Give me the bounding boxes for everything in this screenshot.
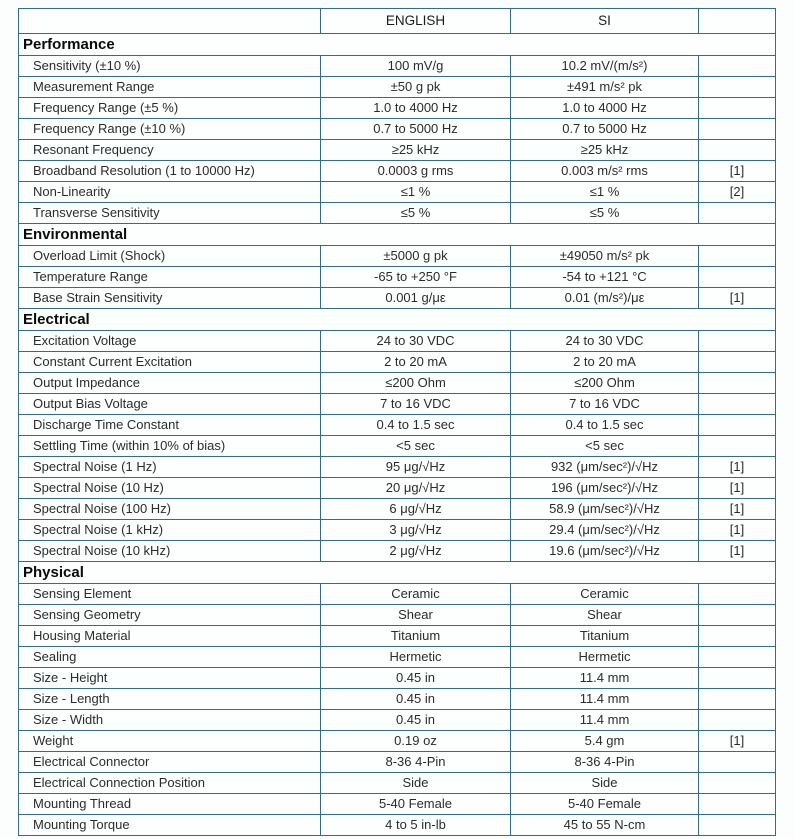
note-reference: [1]: [699, 541, 776, 562]
note-reference: [1]: [699, 288, 776, 309]
si-value: 0.4 to 1.5 sec: [511, 415, 699, 436]
english-value: Titanium: [321, 626, 511, 647]
note-reference: [699, 436, 776, 457]
row-label: Overload Limit (Shock): [19, 246, 321, 267]
row-label: Settling Time (within 10% of bias): [19, 436, 321, 457]
table-row: [19, 647, 776, 668]
table-row: [19, 373, 776, 394]
row-label: Frequency Range (±5 %): [19, 98, 321, 119]
row-label: Non-Linearity: [19, 182, 321, 203]
si-value: ±491 m/s² pk: [511, 77, 699, 98]
note-reference: [699, 246, 776, 267]
table-row: [19, 605, 776, 626]
note-reference: [699, 352, 776, 373]
english-value: 0.001 g/με: [321, 288, 511, 309]
si-value: ±49050 m/s² pk: [511, 246, 699, 267]
si-value: 8-36 4-Pin: [511, 752, 699, 773]
english-value: ≤200 Ohm: [321, 373, 511, 394]
table-row: [19, 626, 776, 647]
row-label: Constant Current Excitation: [19, 352, 321, 373]
row-label: Spectral Noise (10 Hz): [19, 478, 321, 499]
table-row: [19, 203, 776, 224]
table-row: [19, 731, 776, 752]
note-reference: [699, 77, 776, 98]
header-label-column: [19, 9, 321, 34]
note-reference: [699, 140, 776, 161]
si-value: 11.4 mm: [511, 668, 699, 689]
english-value: 0.0003 g rms: [321, 161, 511, 182]
row-label: Excitation Voltage: [19, 331, 321, 352]
english-value: Side: [321, 773, 511, 794]
row-label: Electrical Connection Position: [19, 773, 321, 794]
english-value: ±5000 g pk: [321, 246, 511, 267]
si-value: 1.0 to 4000 Hz: [511, 98, 699, 119]
header-si-column: SI: [511, 9, 699, 34]
note-reference: [699, 794, 776, 815]
english-value: 100 mV/g: [321, 56, 511, 77]
note-reference: [699, 203, 776, 224]
english-value: 2 μg/√Hz: [321, 541, 511, 562]
row-label: Sealing: [19, 647, 321, 668]
si-value: 932 (μm/sec²)/√Hz: [511, 457, 699, 478]
si-value: ≥25 kHz: [511, 140, 699, 161]
si-value: Side: [511, 773, 699, 794]
table-row: [19, 752, 776, 773]
si-value: Ceramic: [511, 584, 699, 605]
table-row: [19, 182, 776, 203]
note-reference: [699, 752, 776, 773]
table-row: [19, 394, 776, 415]
english-value: 2 to 20 mA: [321, 352, 511, 373]
section-header-row: [19, 309, 776, 331]
note-reference: [699, 56, 776, 77]
row-label: Sensing Element: [19, 584, 321, 605]
english-value: 7 to 16 VDC: [321, 394, 511, 415]
english-value: ≤1 %: [321, 182, 511, 203]
row-label: Base Strain Sensitivity: [19, 288, 321, 309]
table-row: [19, 541, 776, 562]
row-label: Temperature Range: [19, 267, 321, 288]
table-row: [19, 794, 776, 815]
si-value: ≤1 %: [511, 182, 699, 203]
english-value: 95 μg/√Hz: [321, 457, 511, 478]
note-reference: [699, 267, 776, 288]
si-value: 5.4 gm: [511, 731, 699, 752]
row-label: Spectral Noise (1 Hz): [19, 457, 321, 478]
section-header-row: [19, 34, 776, 56]
row-label: Sensitivity (±10 %): [19, 56, 321, 77]
note-reference: [699, 689, 776, 710]
row-label: Mounting Torque: [19, 815, 321, 836]
row-label: Mounting Thread: [19, 794, 321, 815]
note-reference: [699, 394, 776, 415]
note-reference: [2]: [699, 182, 776, 203]
note-reference: [1]: [699, 731, 776, 752]
english-value: Shear: [321, 605, 511, 626]
section-title: Physical: [19, 562, 776, 584]
note-reference: [699, 647, 776, 668]
note-reference: [699, 626, 776, 647]
table-row: [19, 478, 776, 499]
si-value: Titanium: [511, 626, 699, 647]
table-row: [19, 499, 776, 520]
table-row: [19, 331, 776, 352]
row-label: Spectral Noise (10 kHz): [19, 541, 321, 562]
row-label: Output Impedance: [19, 373, 321, 394]
note-reference: [699, 373, 776, 394]
si-value: 10.2 mV/(m/s²): [511, 56, 699, 77]
english-value: 0.19 oz: [321, 731, 511, 752]
table-row: [19, 288, 776, 309]
section-title: Electrical: [19, 309, 776, 331]
section-title: Environmental: [19, 224, 776, 246]
row-label: Measurement Range: [19, 77, 321, 98]
note-reference: [1]: [699, 520, 776, 541]
table-row: [19, 815, 776, 836]
table-row: [19, 246, 776, 267]
english-value: -65 to +250 °F: [321, 267, 511, 288]
si-value: ≤200 Ohm: [511, 373, 699, 394]
section-header-row: [19, 224, 776, 246]
si-value: 2 to 20 mA: [511, 352, 699, 373]
note-reference: [699, 773, 776, 794]
si-value: 7 to 16 VDC: [511, 394, 699, 415]
row-label: Spectral Noise (1 kHz): [19, 520, 321, 541]
table-row: [19, 161, 776, 182]
si-value: 24 to 30 VDC: [511, 331, 699, 352]
english-value: <5 sec: [321, 436, 511, 457]
table-row: [19, 56, 776, 77]
english-value: 20 μg/√Hz: [321, 478, 511, 499]
note-reference: [699, 331, 776, 352]
si-value: 11.4 mm: [511, 710, 699, 731]
table-row: [19, 352, 776, 373]
english-value: 0.45 in: [321, 668, 511, 689]
row-label: Output Bias Voltage: [19, 394, 321, 415]
si-value: 29.4 (μm/sec²)/√Hz: [511, 520, 699, 541]
row-label: Resonant Frequency: [19, 140, 321, 161]
note-reference: [699, 605, 776, 626]
table-row: [19, 140, 776, 161]
si-value: <5 sec: [511, 436, 699, 457]
row-label: Housing Material: [19, 626, 321, 647]
row-label: Electrical Connector: [19, 752, 321, 773]
si-value: 19.6 (μm/sec²)/√Hz: [511, 541, 699, 562]
english-value: 1.0 to 4000 Hz: [321, 98, 511, 119]
row-label: Transverse Sensitivity: [19, 203, 321, 224]
si-value: 0.7 to 5000 Hz: [511, 119, 699, 140]
english-value: 0.4 to 1.5 sec: [321, 415, 511, 436]
si-value: Hermetic: [511, 647, 699, 668]
note-reference: [1]: [699, 499, 776, 520]
si-value: 58.9 (μm/sec²)/√Hz: [511, 499, 699, 520]
note-reference: [1]: [699, 161, 776, 182]
english-value: 3 μg/√Hz: [321, 520, 511, 541]
table-row: [19, 436, 776, 457]
table-row: [19, 457, 776, 478]
english-value: ≤5 %: [321, 203, 511, 224]
note-reference: [699, 710, 776, 731]
row-label: Size - Width: [19, 710, 321, 731]
row-label: Broadband Resolution (1 to 10000 Hz): [19, 161, 321, 182]
si-value: 0.01 (m/s²)/με: [511, 288, 699, 309]
english-value: 8-36 4-Pin: [321, 752, 511, 773]
table-row: [19, 710, 776, 731]
english-value: 0.7 to 5000 Hz: [321, 119, 511, 140]
si-value: 11.4 mm: [511, 689, 699, 710]
header-english-column: ENGLISH: [321, 9, 511, 34]
si-value: 5-40 Female: [511, 794, 699, 815]
row-label: Weight: [19, 731, 321, 752]
note-reference: [1]: [699, 457, 776, 478]
english-value: 4 to 5 in-lb: [321, 815, 511, 836]
row-label: Size - Height: [19, 668, 321, 689]
english-value: Hermetic: [321, 647, 511, 668]
table-row: [19, 668, 776, 689]
note-reference: [699, 415, 776, 436]
header-notes-column: [699, 9, 776, 34]
table-row: [19, 415, 776, 436]
note-reference: [699, 98, 776, 119]
row-label: Spectral Noise (100 Hz): [19, 499, 321, 520]
section-header-row: [19, 562, 776, 584]
note-reference: [699, 668, 776, 689]
note-reference: [1]: [699, 478, 776, 499]
english-value: ≥25 kHz: [321, 140, 511, 161]
english-value: Ceramic: [321, 584, 511, 605]
row-label: Size - Length: [19, 689, 321, 710]
english-value: 24 to 30 VDC: [321, 331, 511, 352]
english-value: 5-40 Female: [321, 794, 511, 815]
table-row: [19, 77, 776, 98]
row-label: Frequency Range (±10 %): [19, 119, 321, 140]
si-value: Shear: [511, 605, 699, 626]
english-value: 0.45 in: [321, 689, 511, 710]
note-reference: [699, 584, 776, 605]
si-value: 0.003 m/s² rms: [511, 161, 699, 182]
english-value: 6 μg/√Hz: [321, 499, 511, 520]
row-label: Discharge Time Constant: [19, 415, 321, 436]
table-row: [19, 119, 776, 140]
note-reference: [699, 119, 776, 140]
si-value: ≤5 %: [511, 203, 699, 224]
note-reference: [699, 815, 776, 836]
si-value: 196 (μm/sec²)/√Hz: [511, 478, 699, 499]
table-row: [19, 689, 776, 710]
row-label: Sensing Geometry: [19, 605, 321, 626]
english-value: 0.45 in: [321, 710, 511, 731]
english-value: ±50 g pk: [321, 77, 511, 98]
si-value: -54 to +121 °C: [511, 267, 699, 288]
table-row: [19, 773, 776, 794]
table-row: [19, 584, 776, 605]
si-value: 45 to 55 N-cm: [511, 815, 699, 836]
table-row: [19, 98, 776, 119]
spec-table: [18, 8, 776, 836]
table-header-row: [19, 9, 776, 34]
table-row: [19, 520, 776, 541]
table-row: [19, 267, 776, 288]
section-title: Performance: [19, 34, 776, 56]
